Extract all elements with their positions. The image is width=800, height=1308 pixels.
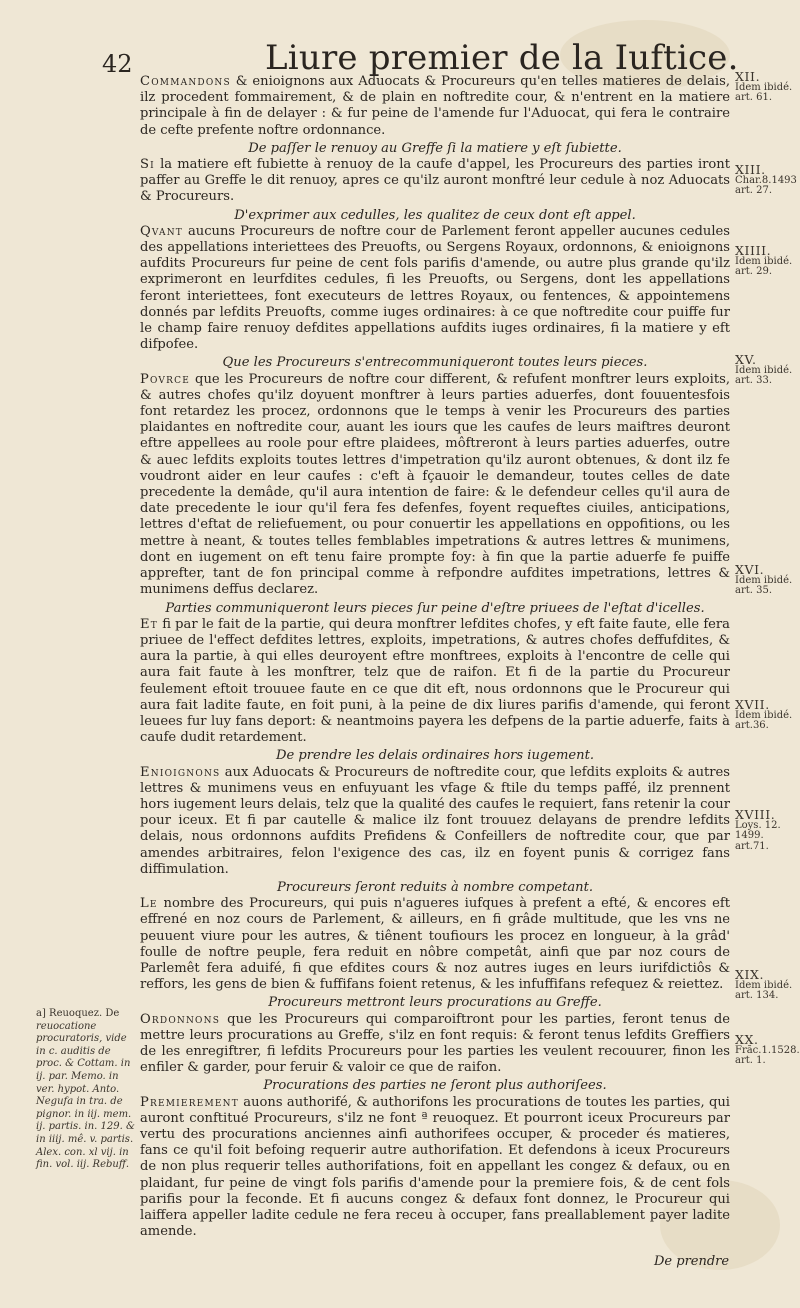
section-heading: De prendre les delais ordinaires hors iugement. (275, 748, 595, 764)
section-heading: Parties communiqueront leurs pieces ſur peine d'eſtre priuees de l'eſtat d'icelles. (165, 600, 705, 616)
margin-note (735, 1032, 800, 1067)
paragraph-lead: Enioignons (140, 764, 221, 780)
paragraph-text: auons authorifé, & authorifons les procurations de toutes les parties, qui auront conftitué Procureurs, s'ilz ne font ª reuoquez. Et pourront iceux Procureurs par vertu des procurations anciennes ainfi authorifees occuper, & proceder és matieres, fans ce qu'il foit befoing requerir autre authorifation. Et defendons à iceux Procureurs de non plus requerir telles authorifations, foit en appellant les congez & defaux, ou en plaidant, fur peine de vingt fols parifis d'amende pour la premiere fois, & de cent fols parifis pour la feconde. Et fi aucuns congez & defaux font donnez, le Procureur qui laiffera appeller ladite cedule ne fera receu à occuper, fans preallablement payer ladite amende. (140, 1094, 730, 1240)
paragraph-text: que les Procureurs de noftre cour different, & refufent monftrer leurs exploits, & autres chofes qu'ilz doyuent monftrer à leurs parties aduerfes, dont fouuentesfois font retardez les procez, ordonnons que le temps à venir les Procureurs des parties plaidantes en noftredite cour, auant les iours que les caufes de leurs maiftres deuront eftre appellees au roole pour eftre plaidees, môftreront à leurs parties aduerfes, outre & auec lefdits exploits toutes lettres d'impetration qu'ilz auront obtenues, & dont ilz fe voudront aider en leur caufes : c'eft à fçauoir le demandeur, toutes celles de date precedente la demâde, qu'il aura intention de faire: & le defendeur celles qu'il aura de date precedente le iour qu'il fera fes defenfes, foyent requeftes ciuiles, anticipations, lettres d'eftat de reliefuement, ou pour conuertir les appellations en oppofitions, ou les mettre à neant, & toutes telles femblables impetrations & autres lettres & munimens, dont en iugement on eft tenu faire prompte foy: à fin que la partie aduerfe fe puiffe apprefter, tant de fon principal comme à refpondre aufdites impetrations, lettres & munimens deffus declarez. (140, 371, 730, 598)
section-heading: Procureurs mettront leurs procurations au Greffe. (268, 995, 602, 1011)
article-number: XV. (735, 352, 757, 367)
paragraph-lead: Premierement (140, 1094, 239, 1110)
article-number: XIIII. (735, 243, 772, 258)
paragraph-text: aux Aduocats & Procureurs de noftredite cour, que lefdits exploits & autres lettres & munimens veus en enfuyuant les vfage & ftile du temps paffé, ilz prennent hors iugement leurs delais, telz que la qualité des caufes le requiert, fans retenir la cour pour iceux. Et fi par cautelle & malice ilz font trouuez delayans de prendre lefdits delais, nous ordonnons aufdits Prefidens & Confeillers de noftredite cour, que par amendes arbitraires, felon l'exigence des cas, ilz en foyent punis & corrigez fans diffimulation. (140, 764, 730, 877)
paragraph-lead: Povrce (140, 371, 190, 387)
article-reference: Char.8.1493 art. 27. (735, 174, 797, 196)
paragraph-text: la matiere eft fubiette à renuoy de la caufe d'appel, les Procureurs des parties iront paffer au Greffe le dit renuoy, apres ce qu'ilz auront monftré leur cedule à noz Aduocats & Procureurs. (140, 157, 730, 205)
section-heading: De paſſer le renuoy au Greffe ſi la matiere y eſt ſubiette. (248, 140, 622, 156)
article-reference: Loys. 12. 1499. art.71. (735, 819, 781, 852)
article-reference: Frãc.1.1528. art. 1. (735, 1044, 800, 1066)
left-margin-annotation (36, 1008, 136, 1172)
ordinance-paragraph (140, 765, 730, 878)
paragraph-text: nombre des Procureurs, qui puis n'agueres iufques à prefent a efté, & encores eft effrené en noz cours de Parlement, & ailleurs, en fi grâde multitude, que les vns ne peuuent viure pour les autres, & tiênent toufiours les procez en longueur, à la grâd' foulle de noftre peuple, fera reduit en nôbre competât, ainfi que par noz cours de Parlemêt fera aduifé, fi que efdites cours & noz autres iuges en leurs iurifdictiôs & reffors, les gens de bien & fuffifans foient retenus, & les infuffifans refequez & reiettez. (140, 896, 730, 993)
margin-note (735, 243, 793, 278)
running-title: Liure premier de la Iuftice. (265, 38, 739, 78)
catchword: De prendre (654, 1254, 730, 1269)
article-number: XX. (735, 1032, 759, 1047)
paragraph-text: aucuns Procureurs de noftre cour de Parlement feront appeller aucunes cedules des appellations interiettees des Preuofts, ou Sergens Royaux, ordonnons, & enioignons aufdits Procureurs fur peine de cent fols parifis d'amende, ou autre plus grande qu'ilz exprimeront en leurfdites cedules, fi les Preuofts, ou Sergens, dont les appellations feront interiettees, font executeurs de lettres Royaux, ou fentences, & appointemens donnés par lefdits Preuofts, comme iuges ordinaires: à ce que noftredite cour puiffe fur le champ faire renuoy defdites appellations aufdits iuges ordinaires, fi la matiere y eft difpofee. (140, 223, 730, 353)
page-number: 42 (102, 50, 133, 78)
paragraph-text: fi par le fait de la partie, qui deura monftrer lefdites chofes, y eft faite faute, elle fera priuee de l'effect defdites lettres, exploits, impetrations, & autres chofes deffufdites, & aura la partie, à qui elles deuroyent eftre monftrees, exploits à l'encontre de celle qui aura fait faute à les monftrer, telz que de raifon. Et fi de la partie du Procureur feulement eftoit trouuee faute en ce que dit eft, nous ordonnons que le Procureur qui aura fait ladite faute, en foit puni, à la peine de dix liures parifis d'amende, qui feront leuees fur luy fans deport: & neantmoins payera les defpens de la partie aduerfe, faits à caufe dudit retardement. (140, 616, 730, 746)
margin-note (735, 807, 793, 852)
ordinance-paragraph (140, 224, 730, 354)
ordinance-paragraph (140, 74, 730, 139)
section-heading: Que les Procureurs s'entrecommuniqueront toutes leurs pieces. (222, 355, 648, 371)
paragraph-lead: Commandons (140, 74, 231, 89)
section-heading: Procureurs ſeront reduits à nombre competant. (277, 879, 593, 895)
paragraph-lead: Si (140, 157, 155, 173)
margin-note (735, 697, 793, 732)
article-number: XII. (735, 69, 761, 84)
article-number: XIX. (735, 967, 765, 982)
ordinance-paragraph (140, 896, 730, 993)
margin-note (735, 967, 793, 1002)
main-text (140, 74, 730, 1240)
article-number: XIII. (735, 162, 766, 177)
article-reference: Idem ibidé. art. 134. (735, 979, 793, 1001)
article-reference: Idem ibidé. art. 29. (735, 255, 793, 277)
margin-note (735, 69, 793, 104)
article-reference: Idem ibidé. art. 35. (735, 574, 793, 596)
paragraph-lead: Et (140, 616, 158, 632)
paragraph-text: que les Procureurs qui comparoiftront pour les parties, feront tenus de mettre leurs procurations au Greffe, s'ilz en font requis: & feront tenus lefdits Greffiers de les enregiftrer, fi lefdits Procureurs pour les parties les veulent recouurer, finon les enfiler & garder, pour feruir & valoir ce que de raifon. (140, 1011, 730, 1076)
ordinance-paragraph (140, 372, 730, 599)
margin-note (735, 562, 793, 597)
paragraph-lead: Le (140, 896, 158, 912)
article-reference: Idem ibidé. art.36. (735, 709, 793, 731)
section-heading: D'exprimer aux cedulles, les qualitez de ceux dont eſt appel. (234, 207, 636, 223)
section-heading: Procurations des parties ne ſeront plus authoriſees. (263, 1078, 607, 1094)
margin-note (735, 162, 797, 197)
paragraph-text: & enioignons aux Aduocats & Procureurs qu'en telles matieres de delais, ilz procedent fommairement, & de plain en noftredite cour, & n'entrent en la matiere principale à fin de delayer : & fur peine de l'amende fur l'Aduocat, qui fera le contraire de cefte prefente noftre ordonnance. (140, 74, 730, 138)
article-number: XVII. (735, 697, 770, 712)
ordinance-paragraph (140, 1095, 730, 1241)
paragraph-lead: Qvant (140, 223, 184, 239)
article-number: XVIII. (735, 807, 776, 822)
paragraph-lead: Ordonnons (140, 1011, 221, 1027)
annotation-text: reuocatione procuratoris, vide in c. auditis de proc. & Cottam. in ij. par. Memo. in ver. hypot. Anto. Negufa in tra. de pignor. in iij. mem. ij. partis. in. 129. & in iiij. mê. v. partis. Alex. con. xl vij. in fin. vol. iij. Rebuff. (36, 1020, 135, 1171)
article-reference: Idem ibidé. art. 61. (735, 81, 793, 103)
ordinance-paragraph (140, 617, 730, 747)
article-reference: Idem ibidé. art. 33. (735, 364, 793, 386)
margin-note (735, 352, 793, 387)
article-number: XVI. (735, 562, 765, 577)
ordinance-paragraph (140, 1012, 730, 1077)
ordinance-paragraph (140, 157, 730, 206)
annotation-lead: a] Reuoquez. De (36, 1008, 120, 1019)
